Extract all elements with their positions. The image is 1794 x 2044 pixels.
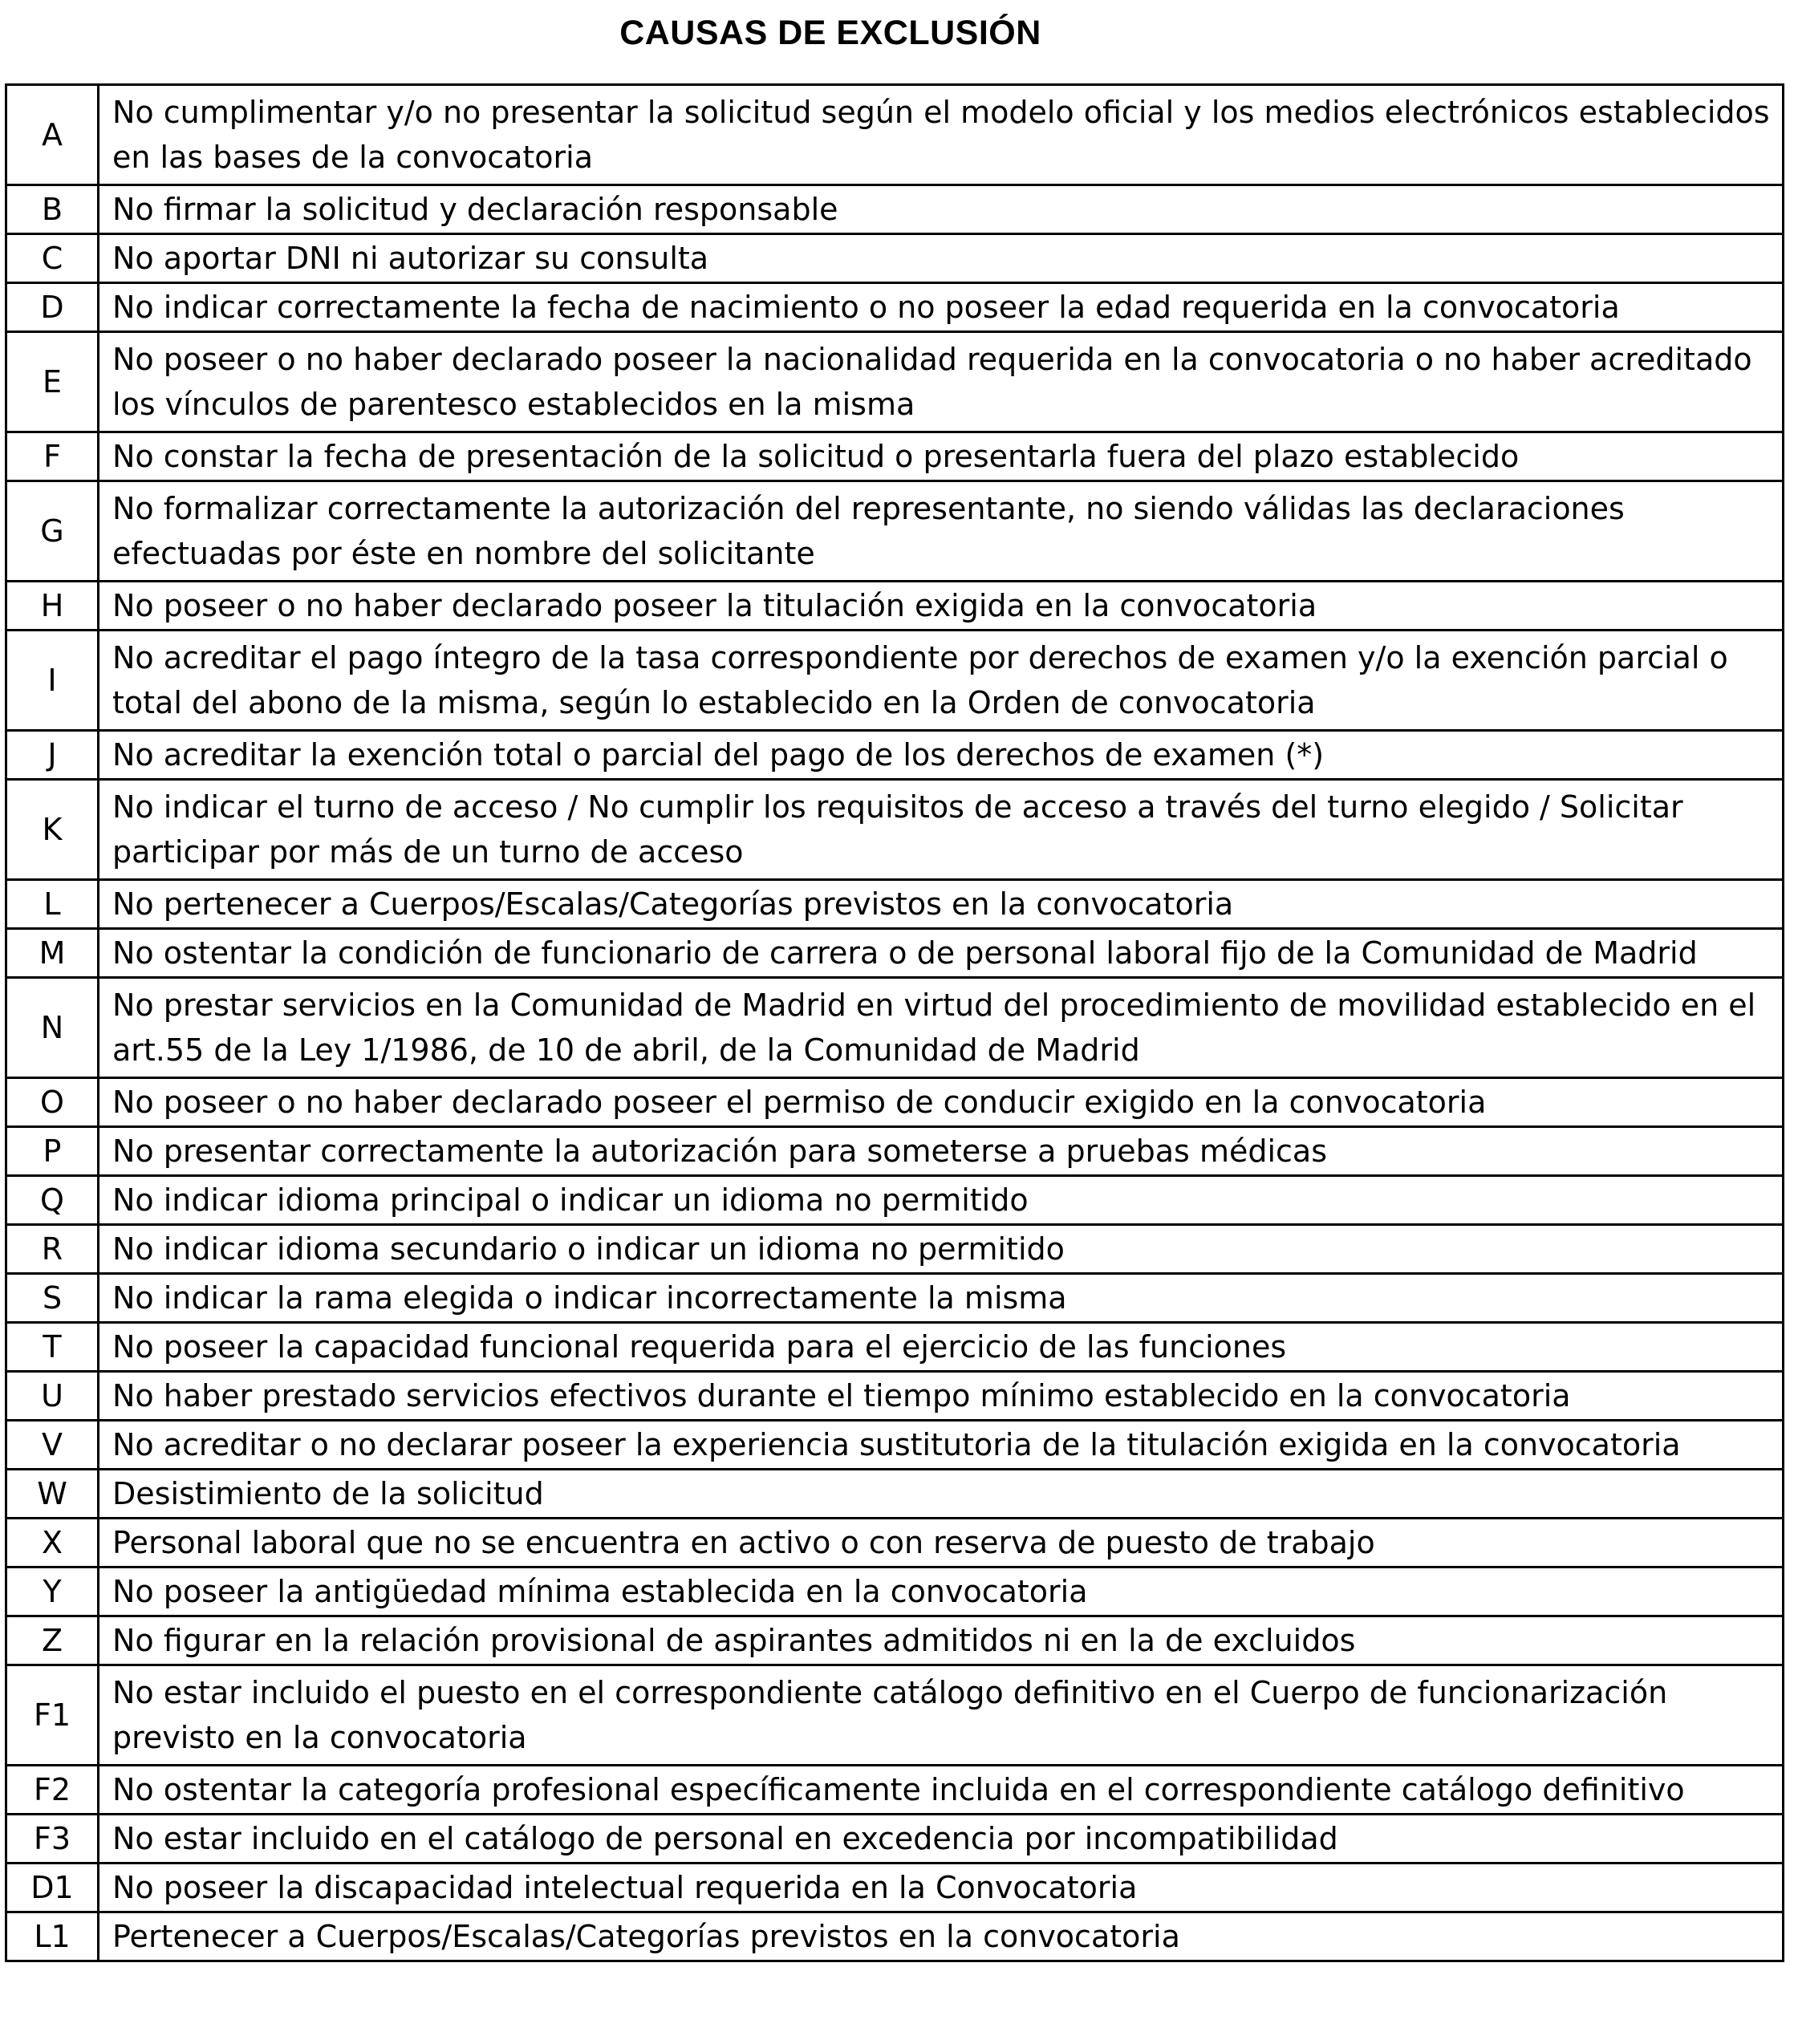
cause-description: No constar la fecha de presentación de la solicitud o presentarla fuera del plazo establecido	[99, 432, 1784, 481]
cause-description: No indicar la rama elegida o indicar incorrectamente la misma	[99, 1274, 1784, 1323]
cause-code: F1	[6, 1665, 99, 1766]
cause-code: V	[6, 1421, 99, 1470]
table-row	[6, 780, 1784, 880]
table-row	[6, 1323, 1784, 1372]
cause-description: No poseer o no haber declarado poseer el permiso de conducir exigido en la convocatoria	[99, 1078, 1784, 1127]
cause-description: No poseer la capacidad funcional requerida para el ejercicio de las funciones	[99, 1323, 1784, 1372]
cause-description: No ostentar la categoría profesional específicamente incluida en el correspondiente catálogo definitivo	[99, 1766, 1784, 1815]
cause-code: L1	[6, 1912, 99, 1961]
cause-description: No poseer o no haber declarado poseer la titulación exigida en la convocatoria	[99, 582, 1784, 631]
cause-code: H	[6, 582, 99, 631]
cause-description: No aportar DNI ni autorizar su consulta	[99, 234, 1784, 283]
table-row	[6, 1766, 1784, 1815]
cause-description: No haber prestado servicios efectivos durante el tiempo mínimo establecido en la convocatoria	[99, 1372, 1784, 1421]
table-row	[6, 978, 1784, 1078]
cause-description: No indicar el turno de acceso / No cumplir los requisitos de acceso a través del turno elegido / Solicitar participar por más de un turno de acceso	[99, 780, 1784, 880]
cause-code: F3	[6, 1815, 99, 1864]
cause-description: No estar incluido en el catálogo de personal en excedencia por incompatibilidad	[99, 1815, 1784, 1864]
cause-code: I	[6, 631, 99, 731]
cause-description: Desistimiento de la solicitud	[99, 1470, 1784, 1519]
table-row	[6, 1616, 1784, 1665]
cause-description: No acreditar la exención total o parcial del pago de los derechos de examen (*)	[99, 731, 1784, 780]
cause-description: No formalizar correctamente la autorización del representante, no siendo válidas las declaraciones efectuadas por éste en nombre del solicitante	[99, 481, 1784, 582]
cause-description: No poseer la discapacidad intelectual requerida en la Convocatoria	[99, 1864, 1784, 1912]
table-row	[6, 283, 1784, 332]
cause-description: No poseer la antigüedad mínima establecida en la convocatoria	[99, 1567, 1784, 1616]
cause-code: G	[6, 481, 99, 582]
cause-code: M	[6, 929, 99, 978]
table-row	[6, 1815, 1784, 1864]
cause-code: N	[6, 978, 99, 1078]
cause-description: No pertenecer a Cuerpos/Escalas/Categorías previstos en la convocatoria	[99, 880, 1784, 929]
cause-code: Z	[6, 1616, 99, 1665]
cause-code: P	[6, 1127, 99, 1176]
table-row	[6, 481, 1784, 582]
table-row	[6, 929, 1784, 978]
cause-description: No poseer o no haber declarado poseer la nacionalidad requerida en la convocatoria o no haber acreditado los vínculos de parentesco establecidos en la misma	[99, 332, 1784, 432]
table-row	[6, 432, 1784, 481]
cause-description: No presentar correctamente la autorización para someterse a pruebas médicas	[99, 1127, 1784, 1176]
table-row	[6, 1274, 1784, 1323]
cause-description: No ostentar la condición de funcionario de carrera o de personal laboral fijo de la Comunidad de Madrid	[99, 929, 1784, 978]
table-row	[6, 1421, 1784, 1470]
cause-code: T	[6, 1323, 99, 1372]
table-row	[6, 731, 1784, 780]
table-row	[6, 1127, 1784, 1176]
table-row	[6, 1519, 1784, 1567]
cause-code: W	[6, 1470, 99, 1519]
cause-code: E	[6, 332, 99, 432]
cause-description: No acreditar el pago íntegro de la tasa correspondiente por derechos de examen y/o la exención parcial o total del abono de la misma, según lo establecido en la Orden de convocatoria	[99, 631, 1784, 731]
table-row	[6, 880, 1784, 929]
table-row	[6, 1470, 1784, 1519]
cause-code: L	[6, 880, 99, 929]
table-row	[6, 1176, 1784, 1225]
table-row	[6, 1864, 1784, 1912]
cause-description: No cumplimentar y/o no presentar la solicitud según el modelo oficial y los medios electrónicos establecidos en las bases de la convocatoria	[99, 85, 1784, 185]
cause-description: No prestar servicios en la Comunidad de Madrid en virtud del procedimiento de movilidad establecido en el art.55 de la Ley 1/1986, de 10 de abril, de la Comunidad de Madrid	[99, 978, 1784, 1078]
cause-code: F2	[6, 1766, 99, 1815]
cause-description: No firmar la solicitud y declaración responsable	[99, 185, 1784, 234]
cause-code: O	[6, 1078, 99, 1127]
cause-description: No acreditar o no declarar poseer la experiencia sustitutoria de la titulación exigida en la convocatoria	[99, 1421, 1784, 1470]
table-row	[6, 85, 1784, 185]
cause-code: K	[6, 780, 99, 880]
cause-code: S	[6, 1274, 99, 1323]
table-row	[6, 1567, 1784, 1616]
cause-description: No indicar idioma principal o indicar un idioma no permitido	[99, 1176, 1784, 1225]
cause-description: Pertenecer a Cuerpos/Escalas/Categorías previstos en la convocatoria	[99, 1912, 1784, 1961]
cause-code: B	[6, 185, 99, 234]
cause-code: C	[6, 234, 99, 283]
cause-description: No figurar en la relación provisional de aspirantes admitidos ni en la de excluidos	[99, 1616, 1784, 1665]
table-row	[6, 1912, 1784, 1961]
table-row	[6, 185, 1784, 234]
cause-code: X	[6, 1519, 99, 1567]
table-row	[6, 1665, 1784, 1766]
table-row	[6, 234, 1784, 283]
table-row	[6, 582, 1784, 631]
table-row	[6, 332, 1784, 432]
cause-code: A	[6, 85, 99, 185]
cause-code: J	[6, 731, 99, 780]
cause-code: D1	[6, 1864, 99, 1912]
page-title: CAUSAS DE EXCLUSIÓN	[619, 14, 1041, 52]
cause-code: Q	[6, 1176, 99, 1225]
cause-description: No estar incluido el puesto en el correspondiente catálogo definitivo en el Cuerpo de funcionarización previsto en la convocatoria	[99, 1665, 1784, 1766]
cause-code: U	[6, 1372, 99, 1421]
cause-description: No indicar idioma secundario o indicar un idioma no permitido	[99, 1225, 1784, 1274]
cause-description: No indicar correctamente la fecha de nacimiento o no poseer la edad requerida en la convocatoria	[99, 283, 1784, 332]
cause-code: Y	[6, 1567, 99, 1616]
cause-code: R	[6, 1225, 99, 1274]
table-row	[6, 1372, 1784, 1421]
table-row	[6, 1225, 1784, 1274]
cause-code: F	[6, 432, 99, 481]
cause-description: Personal laboral que no se encuentra en activo o con reserva de puesto de trabajo	[99, 1519, 1784, 1567]
table-row	[6, 631, 1784, 731]
cause-code: D	[6, 283, 99, 332]
exclusion-causes-table	[5, 83, 1784, 1962]
table-row	[6, 1078, 1784, 1127]
